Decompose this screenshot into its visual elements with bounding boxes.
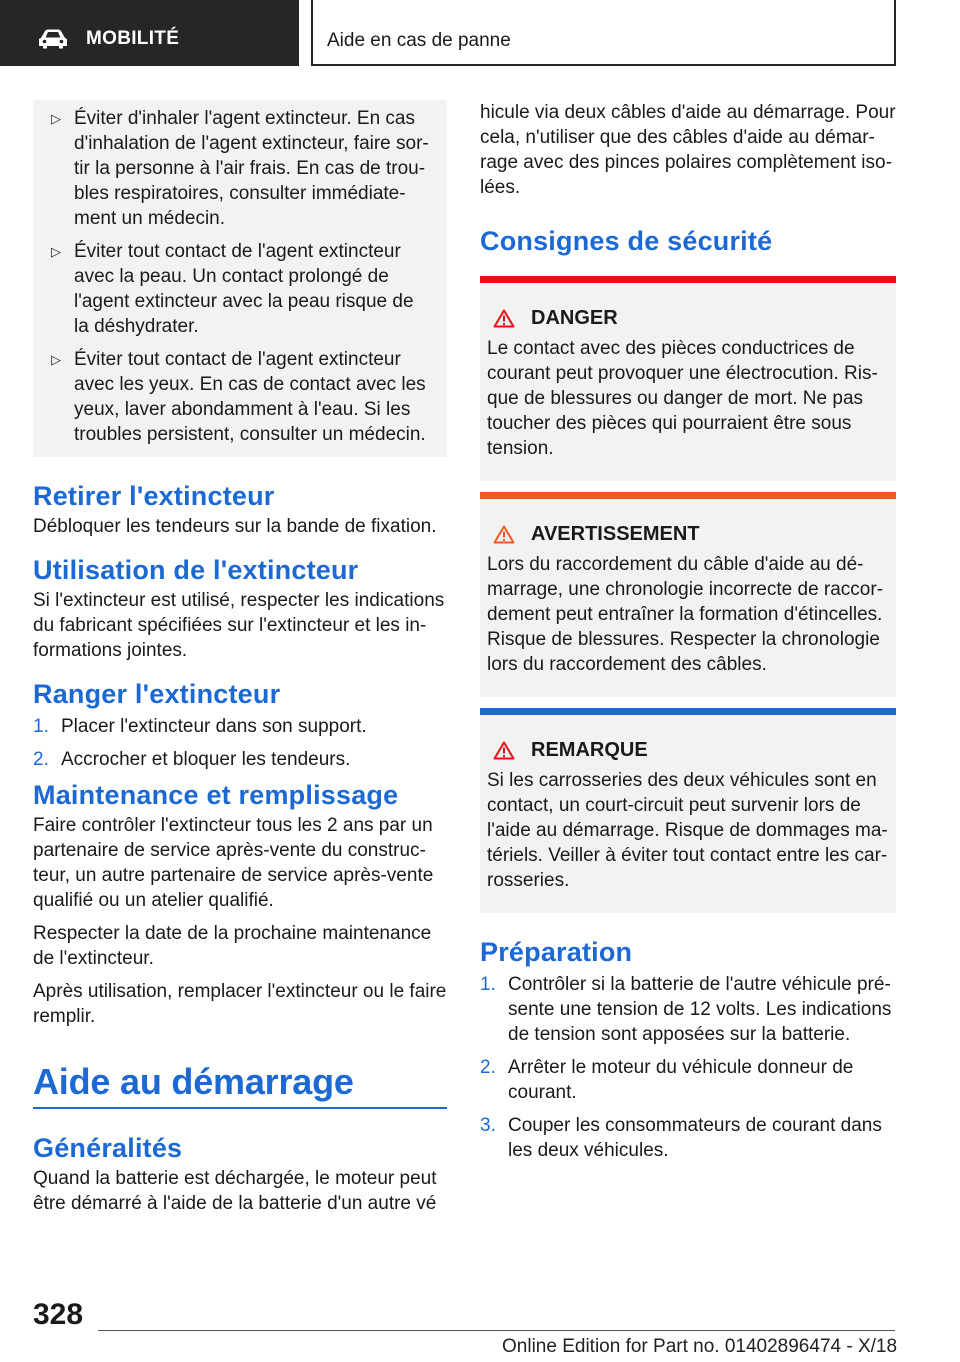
extinguisher-safety-list (33, 100, 447, 457)
warning-text: Le contact avec des pièces conductrices de courant peut provoquer une électrocution. Risque de blessures ou danger de mort. Ne pas toucher des pièces qui pourraient être sous tension. (487, 338, 878, 459)
consignes-heading: Consignes de sécurité (480, 226, 773, 256)
warning-bar (480, 276, 896, 283)
utilisation-heading: Utilisation de l'extincteur (33, 555, 359, 585)
triangle-bullet-icon: ▷ (51, 352, 61, 367)
ranger-steps (33, 714, 447, 772)
maintenance-text: Après utilisation, remplacer l'extincteur ou le faire remplir. (33, 981, 447, 1027)
generalites-heading: Généralités (33, 1133, 183, 1163)
preparation-heading: Préparation (480, 937, 633, 967)
page-header (0, 0, 960, 66)
triangle-bullet-icon: ▷ (51, 111, 61, 126)
warning-bar (480, 492, 896, 499)
warning-bar (480, 708, 896, 715)
warning-triangle-icon (493, 309, 515, 328)
danger-box (480, 276, 896, 481)
ranger-heading: Ranger l'extincteur (33, 679, 281, 709)
list-item: 3. Couper les consommateurs de courant dans les deux véhicules. (480, 1115, 882, 1161)
maintenance-text: Respecter la date de la prochaine maintenance de l'extincteur. (33, 923, 432, 969)
list-item: ▷ Éviter tout contact de l'agent extincteur avec les yeux. En cas de contact avec les yeux, laver abondamment à l'eau. Si les troubles persistent, consulter un médecin. (33, 347, 433, 447)
list-item: 2. Accrocher et bloquer les tendeurs. (33, 749, 351, 770)
list-item: ▷ Éviter tout contact de l'agent extincteur avec la peau. Un contact prolongé de l'agent extincteur avec la peau risque de la déshydrater. (33, 239, 433, 339)
avertissement-box (480, 492, 896, 697)
warning-level: DANGER (531, 307, 618, 329)
retirer-text: Débloquer les tendeurs sur la bande de fixation. (33, 516, 437, 537)
generalites-text: Quand la batterie est déchargée, le moteur peut être démarré à l'aide de la batterie d'un autre vé (33, 1168, 437, 1214)
warning-triangle-icon (493, 525, 515, 544)
list-item: 1. Contrôler si la batterie de l'autre véhicule présente une tension de 12 volts. Les indications de tension sont apposées sur la batterie. (480, 974, 892, 1045)
list-item: ▷ Éviter d'inhaler l'agent extincteur. En cas d'inhalation de l'agent extincteur, faire sortir la personne à l'air frais. En cas de troubles respiratoires, consulter immédiatement un médecin. (33, 106, 433, 231)
intro-text: hicule via deux câbles d'aide au démarrage. Pour cela, n'utiliser que des câbles d'aide au démarrage avec des pinces polaires complètement isolées. (480, 102, 896, 198)
preparation-steps (480, 972, 896, 1163)
left-column (33, 100, 447, 1216)
list-item: 2. Arrêter le moteur du véhicule donneur de courant. (480, 1057, 854, 1103)
warning-text: Lors du raccordement du câble d'aide au démarrage, une chronologie incorrecte de raccordement peut entraîner la formation d'étincelles. Risque de blessures. Respecter la chronologie lors du raccordement des câbles. (487, 554, 884, 675)
warning-text: Si les carrosseries des deux véhicules sont en contact, un court-circuit peut survenir lors de l'aide au démarrage. Risque de dommages matériels. Veiller à éviter tout contact entre les carrosseries. (487, 770, 888, 891)
warning-level: REMARQUE (531, 739, 648, 761)
maintenance-heading: Maintenance et remplissage (33, 780, 399, 810)
aide-demarrage-heading: Aide au démarrage (33, 1061, 354, 1102)
heading-rule (33, 1107, 447, 1109)
right-column (480, 100, 896, 1171)
warning-triangle-icon (493, 741, 515, 760)
retirer-heading: Retirer l'extincteur (33, 481, 275, 511)
utilisation-text: Si l'extincteur est utilisé, respecter les indications du fabricant spécifiées sur l'extincteur et les informations jointes. (33, 590, 445, 661)
car-icon (37, 28, 69, 50)
maintenance-text: Faire contrôler l'extincteur tous les 2 ans par un partenaire de service après-vente du constructeur, un autre partenaire de service après-vente qualifié ou un atelier qualifié. (33, 815, 434, 911)
triangle-bullet-icon: ▷ (51, 244, 61, 259)
remarque-box (480, 708, 896, 913)
page-number: 328 (33, 1298, 84, 1331)
section-title: Aide en cas de panne (327, 30, 511, 51)
chapter-tab-label: MOBILITÉ (86, 28, 180, 49)
chapter-tab (0, 0, 299, 66)
edition-text: Online Edition for Part no. 01402896474 - X/18 (502, 1336, 898, 1357)
footer-rule (98, 1330, 895, 1331)
list-item: 1. Placer l'extincteur dans son support. (33, 716, 367, 737)
warning-level: AVERTISSEMENT (531, 523, 700, 545)
section-tab (311, 0, 896, 66)
